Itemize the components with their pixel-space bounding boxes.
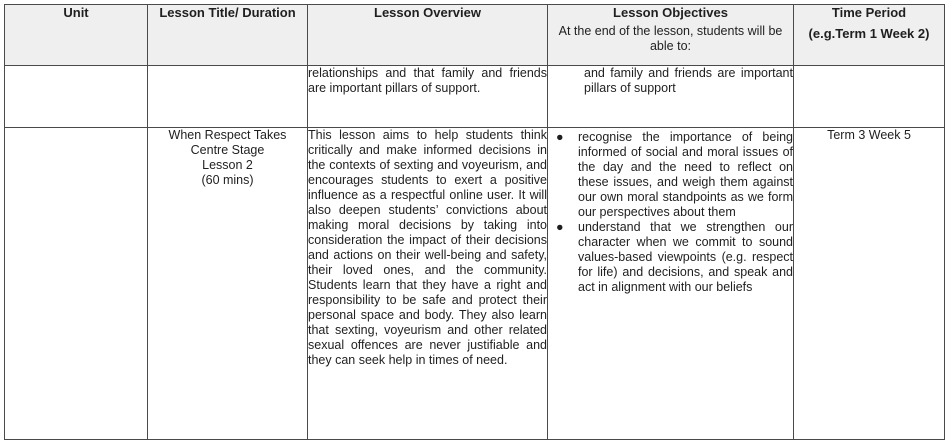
cell-overview (308, 66, 548, 128)
lesson-title-line: Centre Stage (190, 143, 265, 157)
time-period-value: Term 3 Week 5 (827, 128, 911, 142)
cell-time-period (794, 128, 945, 440)
header-time-period-label: Time Period (831, 5, 907, 20)
cell-lesson-title (148, 128, 308, 440)
header-lesson-title (148, 5, 308, 66)
table-row (5, 128, 945, 440)
bullet-icon: ● (556, 220, 564, 234)
cell-overview (308, 128, 548, 440)
cell-objectives (548, 66, 794, 128)
header-objectives-label: Lesson Objectives (613, 5, 728, 20)
objective-text: and family and friends are important pillars of support (584, 66, 793, 95)
list-item (548, 220, 793, 295)
cell-lesson-title (148, 66, 308, 128)
objectives-list (548, 128, 793, 295)
header-objectives-subtitle: At the end of the lesson, students will be able to: (558, 24, 783, 53)
header-unit (5, 5, 148, 66)
bullet-icon: ● (556, 130, 564, 144)
list-item (548, 130, 793, 220)
overview-text: This lesson aims to help students think critically and make informed decisions in the contexts of sexting and voyeurism, and encourages students to exert a positive influence as a respectful online user. It will also deepen students’ convictions about making moral decisions by taking into consideration the impact of their decisions and actions on their well-being and safety, their loved ones, and the community. Students learn that they have a right and responsibility to be safe and protect their personal space and body. They also learn that sexting, voyeurism and other related sexual offences are never justifiable and they can seek help in times of need. (308, 128, 547, 367)
header-overview-label: Lesson Overview (374, 5, 481, 20)
lesson-number: Lesson 2 (202, 158, 253, 172)
header-time-period-subtitle: (e.g.Term 1 Week 2) (808, 26, 930, 41)
cell-unit (5, 66, 148, 128)
lesson-plan-table (4, 4, 945, 440)
objective-text: understand that we strengthen our character when we commit to sound values-based viewpoints (e.g. respect for life) and decisions, and speak and act in alignment with our beliefs (578, 220, 793, 294)
header-overview (308, 5, 548, 66)
header-row (5, 5, 945, 66)
cell-time-period (794, 66, 945, 128)
cell-objectives (548, 128, 794, 440)
lesson-title-line: When Respect Takes (168, 128, 287, 142)
cell-unit (5, 128, 148, 440)
header-lesson-title-label: Lesson Title/ Duration (159, 5, 296, 20)
header-objectives (548, 5, 794, 66)
overview-text: relationships and that family and friends are important pillars of support. (308, 66, 547, 95)
lesson-duration: (60 mins) (201, 173, 254, 187)
objective-text: recognise the importance of being informed of social and moral issues of the day and the need to reflect on these issues, and weigh them against our own moral standpoints as we form our perspectives about them (578, 130, 793, 219)
header-unit-label: Unit (63, 5, 89, 20)
table-row (5, 66, 945, 128)
header-time-period (794, 5, 945, 66)
